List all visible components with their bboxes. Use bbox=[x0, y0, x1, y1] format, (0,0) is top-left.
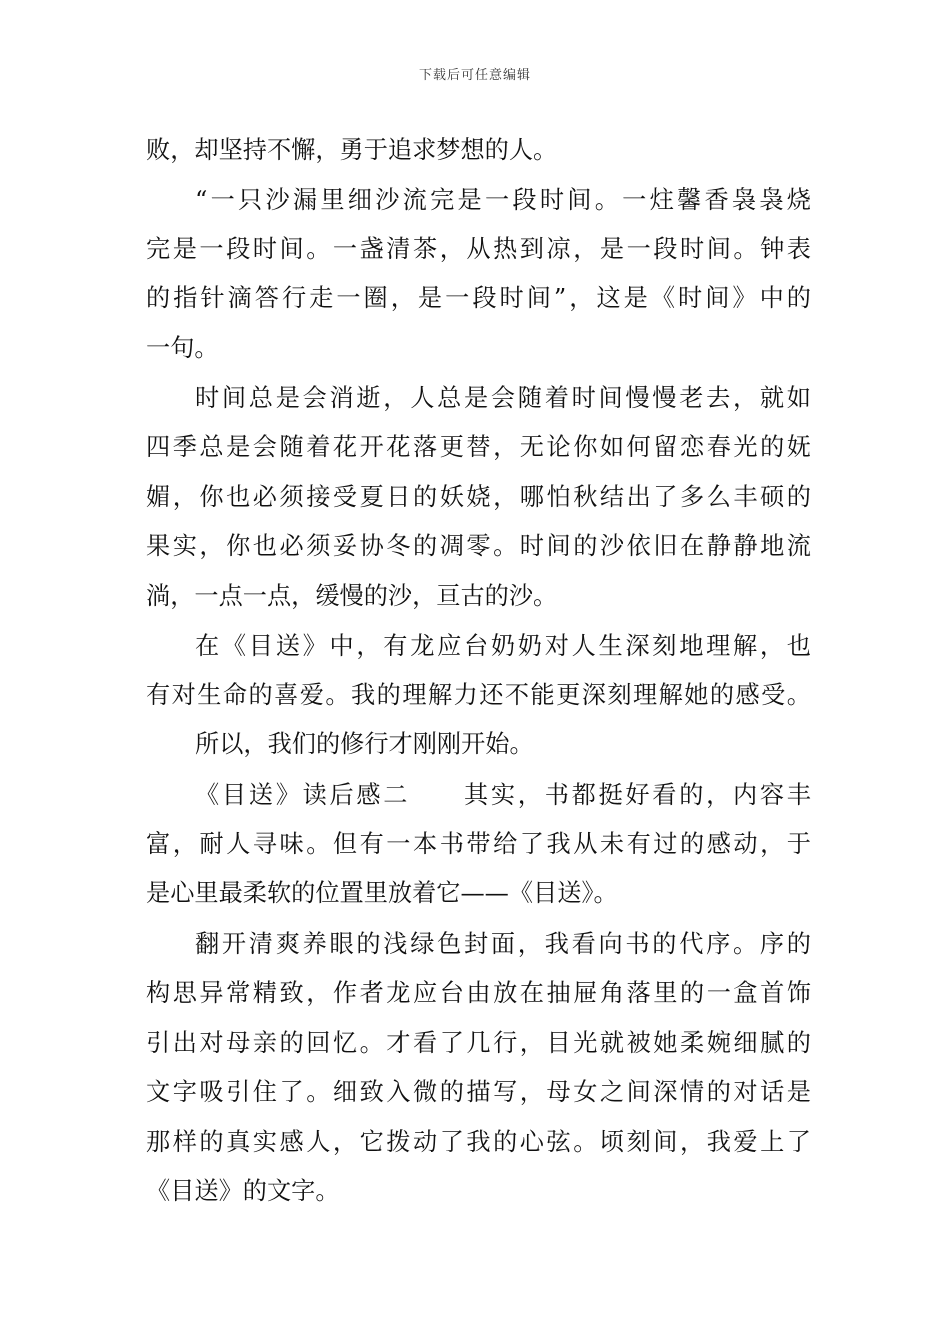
text-line: 有对生命的喜爱。我的理解力还不能更深刻理解她的感受。 bbox=[146, 681, 811, 709]
text-line: 是心里最柔软的位置里放着它——《目送》。 bbox=[146, 879, 618, 907]
text-line: “一只沙漏里细沙流完是一段时间。一炷馨香袅袅烧 bbox=[195, 186, 811, 214]
text-line: 富，耐人寻味。但有一本书带给了我从未有过的感动，于 bbox=[146, 830, 811, 858]
text-line: 引出对母亲的回忆。才看了几行，目光就被她柔婉细腻的 bbox=[146, 1029, 811, 1057]
text-line: 完是一段时间。一盏清茶，从热到凉，是一段时间。钟表 bbox=[146, 235, 811, 263]
text-line: 的指针滴答行走一圈，是一段时间”，这是《时间》中的 bbox=[146, 284, 811, 312]
text-line: 在《目送》中，有龙应台奶奶对人生深刻地理解，也 bbox=[195, 632, 811, 660]
text-line: 时间总是会消逝，人总是会随着时间慢慢老去，就如 bbox=[195, 384, 811, 412]
text-line: 四季总是会随着花开花落更替，无论你如何留恋春光的妩 bbox=[146, 433, 811, 461]
text-line: 文字吸引住了。细致入微的描写，母女之间深情的对话是 bbox=[146, 1078, 811, 1106]
page-header: 下载后可任意编辑 bbox=[418, 68, 531, 83]
text-line: 《目送》读后感二 其实，书都挺好看的，内容丰 bbox=[195, 781, 811, 809]
text-line: 《目送》的文字。 bbox=[146, 1177, 340, 1205]
text-line: 淌，一点一点，缓慢的沙，亘古的沙。 bbox=[146, 582, 558, 610]
text-line: 构思异常精致，作者龙应台由放在抽屉角落里的一盒首饰 bbox=[146, 979, 811, 1007]
text-line: 果实，你也必须妥协冬的凋零。时间的沙依旧在静静地流 bbox=[146, 532, 811, 560]
text-line: 翻开清爽养眼的浅绿色封面，我看向书的代序。序的 bbox=[195, 930, 811, 958]
text-line: 媚，你也必须接受夏日的妖娆，哪怕秋结出了多么丰硕的 bbox=[146, 483, 811, 511]
text-line: 那样的真实感人，它拨动了我的心弦。顷刻间，我爱上了 bbox=[146, 1128, 811, 1156]
text-line: 一句。 bbox=[146, 334, 219, 362]
text-line: 所以，我们的修行才刚刚开始。 bbox=[195, 730, 534, 758]
text-line: 败，却坚持不懈，勇于追求梦想的人。 bbox=[146, 136, 558, 164]
